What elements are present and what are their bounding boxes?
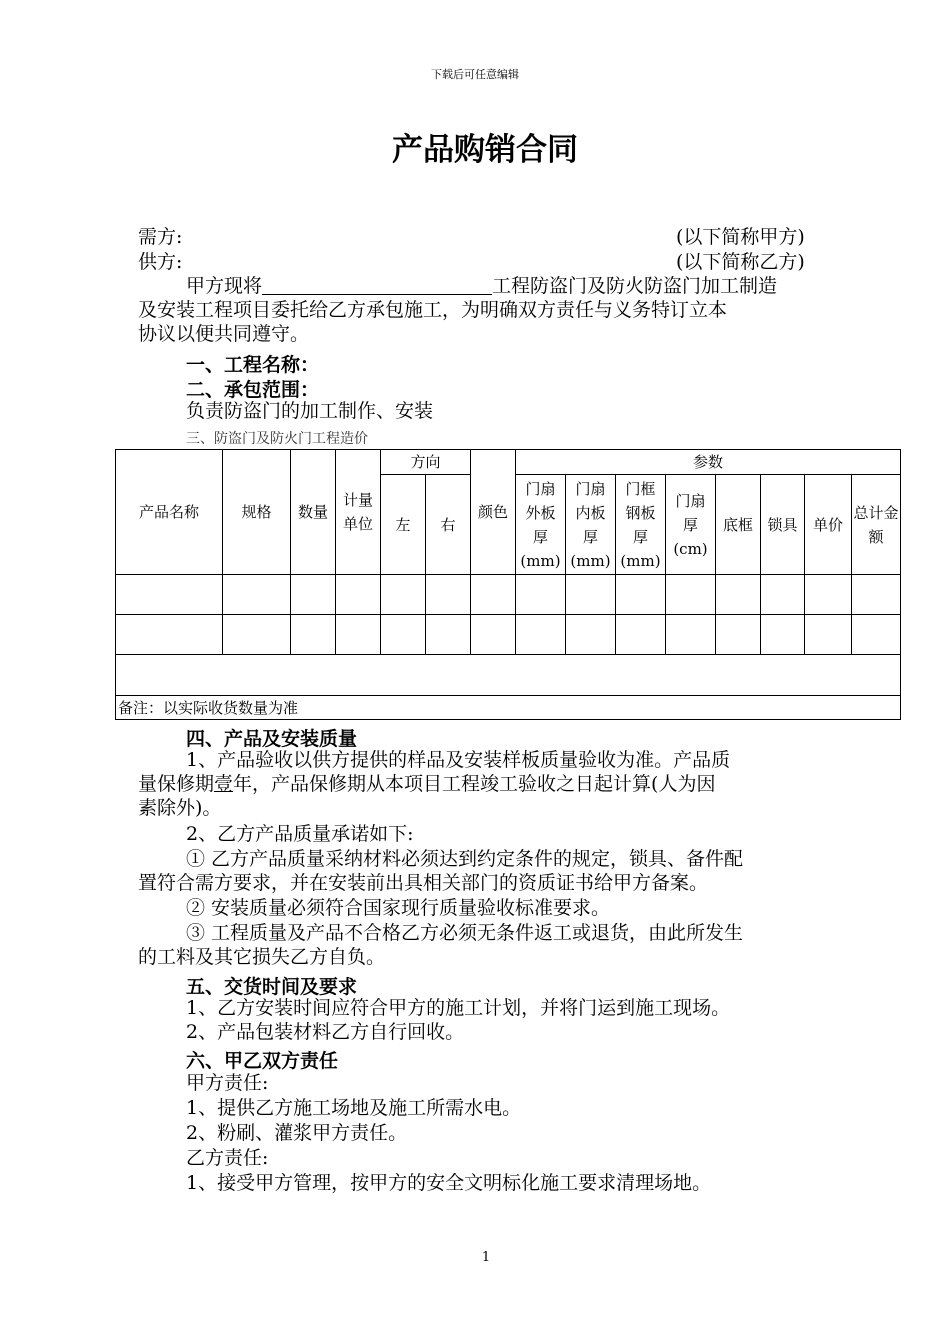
col-frame-steel: 门框 钢板 厚 (mm) (616, 475, 666, 575)
section-4-heading: 四、产品及安装质量 (186, 728, 358, 750)
delivery-item2: 2、产品包装材料乙方自行回收。 (186, 1021, 465, 1043)
col-right: 右 (426, 475, 471, 575)
party-a-duties-label: 甲方责任: (186, 1072, 269, 1094)
document-title: 产品购销合同 (392, 132, 578, 168)
quality-item1-line1: ① 乙方产品质量采纳材料必须达到约定条件的规定，锁具、备件配 (186, 848, 744, 870)
col-direction: 方向 (381, 450, 471, 475)
buyer-label: 需方: (138, 226, 183, 248)
col-quantity: 数量 (291, 450, 336, 575)
col-color: 颜色 (471, 450, 516, 575)
table-header-row (116, 450, 901, 475)
col-door-thickness: 门扇 厚 (cm) (666, 475, 716, 575)
col-unit-price: 单价 (805, 475, 852, 575)
scope-text: 负责防盗门的加工制作、安装 (186, 400, 434, 422)
quality-p1-line1: 1、产品验收以供方提供的样品及安装样板质量验收为准。产品质 (186, 749, 731, 771)
col-bottom-frame: 底框 (716, 475, 761, 575)
col-total: 总计金 额 (852, 475, 901, 575)
buyer-alias: (以下简称甲方) (676, 226, 805, 248)
seller-alias: (以下简称乙方) (676, 251, 805, 273)
party-a-duty-2: 2、粉刷、灌浆甲方责任。 (186, 1122, 408, 1144)
table-note-row (116, 696, 901, 720)
col-inner-panel: 门扇 内板 厚 (mm) (566, 475, 616, 575)
quality-item2: ② 安装质量必须符合国家现行质量验收标准要求。 (186, 897, 611, 919)
section-3-heading: 三、防盗门及防火门工程造价 (186, 431, 368, 447)
party-b-duty-1: 1、接受甲方管理，按甲方的安全文明标化施工要求清理场地。 (186, 1172, 712, 1194)
party-b-duties-label: 乙方责任: (186, 1147, 269, 1169)
quality-p2: 2、乙方产品质量承诺如下: (186, 823, 414, 845)
section-1-heading: 一、工程名称： (186, 354, 320, 376)
page-number: 1 (481, 1250, 491, 1265)
table-row (116, 655, 901, 696)
table-row (116, 575, 901, 615)
seller-label: 供方: (138, 251, 183, 273)
table-row (116, 615, 901, 655)
project-name-blank (262, 276, 492, 295)
quality-item3-line1: ③ 工程质量及产品不合格乙方必须无条件返工或退货，由此所发生 (186, 922, 744, 944)
price-table (115, 449, 901, 720)
col-left: 左 (381, 475, 426, 575)
intro-line-3: 协议以便共同遵守。 (138, 323, 310, 345)
col-params: 参数 (516, 450, 901, 475)
party-a-duty-1: 1、提供乙方施工场地及施工所需水电。 (186, 1097, 522, 1119)
section-2-heading: 二、承包范围： (186, 379, 320, 401)
intro-suffix: 工程防盗门及防火防盗门加工制造 (492, 275, 778, 297)
page-header: 下载后可任意编辑 (431, 68, 519, 81)
col-outer-panel: 门扇 外板 厚 (mm) (516, 475, 566, 575)
col-lock: 锁具 (761, 475, 805, 575)
intro-line-1 (186, 275, 777, 298)
section-5-heading: 五、交货时间及要求 (186, 976, 358, 998)
intro-line-2: 及安装工程项目委托给乙方承包施工，为明确双方责任与义务特订立本 (138, 299, 728, 321)
section-6-heading: 六、甲乙双方责任 (186, 1050, 339, 1072)
intro-prefix: 甲方现将 (186, 275, 263, 297)
table-note: 备注：以实际收货数量为准 (116, 696, 901, 720)
col-unit: 计量 单位 (336, 450, 381, 575)
quality-item3-line2: 的工料及其它损失乙方自负。 (138, 946, 386, 968)
col-spec: 规格 (223, 450, 291, 575)
quality-p1-line2: 量保修期壹年，产品保修期从本项目工程竣工验收之日起计算(人为因 (138, 773, 716, 795)
quality-item1-line2: 置符合需方要求，并在安装前出具相关部门的资质证书给甲方备案。 (138, 872, 709, 894)
col-product-name: 产品名称 (116, 450, 223, 575)
delivery-item1: 1、乙方安装时间应符合甲方的施工计划，并将门运到施工现场。 (186, 997, 731, 1019)
warranty-years: 壹 (214, 773, 234, 795)
quality-p1-line3: 素除外)。 (138, 797, 222, 819)
